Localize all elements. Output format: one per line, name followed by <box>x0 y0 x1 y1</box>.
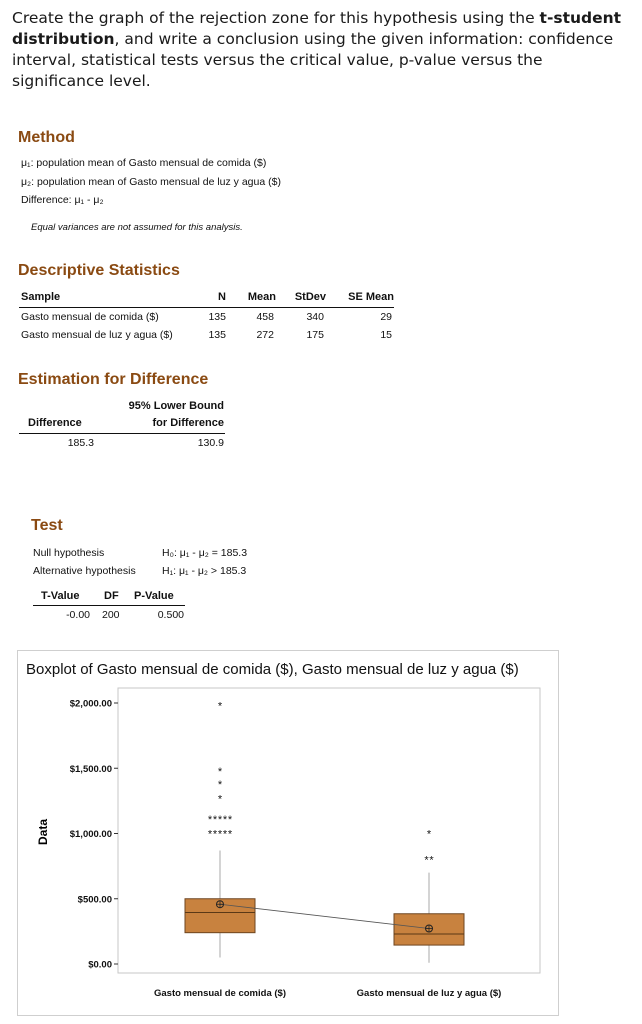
method-title: Method <box>18 129 75 146</box>
desc-row2-stdev: 175 <box>306 329 324 341</box>
desc-header-stdev: StDev <box>294 291 326 303</box>
descriptive-title: Descriptive Statistics <box>18 262 180 279</box>
desc-header-n: N <box>218 291 226 303</box>
y-tick-label: $1,000.00 <box>69 829 112 840</box>
outlier-point: * <box>429 854 434 867</box>
est-lower-bound-value: 130.9 <box>197 437 224 449</box>
test-tvalue: -0.00 <box>66 609 90 621</box>
outlier-point: * <box>222 828 228 841</box>
desc-row1-stdev: 340 <box>306 311 324 323</box>
outlier-point: * <box>212 828 218 841</box>
est-header-difference: Difference <box>28 417 82 429</box>
y-tick-label: $0.00 <box>88 959 112 971</box>
outlier-point: * <box>207 814 213 827</box>
estimation-title: Estimation for Difference <box>18 371 209 388</box>
equal-variance-note: Equal variances are not assumed for this analysis. <box>31 222 243 233</box>
outlier-point: * <box>217 765 223 778</box>
test-header-tvalue: T-Value <box>41 590 80 602</box>
desc-row2-semean: 15 <box>380 329 392 341</box>
difference-definition: Difference: μ₁ - μ₂ <box>21 194 104 206</box>
null-hypothesis-value: H₀: μ₁ - μ₂ = 185.3 <box>162 547 248 559</box>
test-pvalue: 0.500 <box>157 609 184 621</box>
desc-row2-n: 135 <box>208 329 226 341</box>
outlier-point: * <box>222 814 228 827</box>
outlier-point: * <box>227 814 233 827</box>
test-header-pvalue: P-Value <box>134 590 174 602</box>
outlier-point: * <box>217 700 223 713</box>
desc-row1-n: 135 <box>208 311 226 323</box>
desc-row1-semean: 29 <box>380 311 392 323</box>
outlier-point: * <box>207 828 213 841</box>
y-tick-label: $500.00 <box>77 894 112 906</box>
desc-row2-mean: 272 <box>256 329 274 341</box>
outlier-point: * <box>217 778 223 791</box>
question-text: Create the graph of the rejection zone for this hypothesis using the t-student distribution, and write a conclusion using the given information: confidence interval, statistical tests versus the critical value, p-value versus the significance level. <box>12 9 622 90</box>
outlier-point: * <box>217 814 223 827</box>
chart-title: Boxplot of Gasto mensual de comida ($), Gasto mensual de luz y agua ($) <box>26 661 519 678</box>
x-category-label: Gasto mensual de comida ($) <box>154 988 286 999</box>
mu2-definition: μ₂: population mean of Gasto mensual de luz y agua ($) <box>21 176 281 188</box>
plot-area <box>118 688 540 973</box>
alt-hypothesis-label: Alternative hypothesis <box>33 565 136 577</box>
est-difference-value: 185.3 <box>67 437 94 449</box>
desc-header-sample: Sample <box>21 291 61 303</box>
outlier-point: * <box>212 814 218 827</box>
desc-row1-mean: 458 <box>256 311 274 323</box>
desc-header-semean: SE Mean <box>348 291 394 303</box>
outlier-point: * <box>426 828 432 841</box>
mu1-definition: μ₁: population mean of Gasto mensual de comida ($) <box>21 157 267 169</box>
y-tick-label: $1,500.00 <box>69 763 112 775</box>
est-header-bound-line1: 95% Lower Bound <box>128 400 224 412</box>
alt-hypothesis-value: H₁: μ₁ - μ₂ > 185.3 <box>162 565 247 577</box>
desc-header-mean: Mean <box>247 291 276 303</box>
desc-row2-sample: Gasto mensual de luz y agua ($) <box>21 329 173 341</box>
y-axis-label: Data <box>36 818 50 846</box>
desc-row1-sample: Gasto mensual de comida ($) <box>21 311 159 323</box>
outlier-point: * <box>227 828 233 841</box>
test-df: 200 <box>102 609 120 621</box>
test-header-df: DF <box>104 590 119 602</box>
est-header-bound-line2: for Difference <box>152 417 224 429</box>
outlier-point: * <box>217 793 223 806</box>
outlier-point: * <box>424 854 429 867</box>
outlier-point: * <box>217 828 223 841</box>
x-category-label: Gasto mensual de luz y agua ($) <box>356 988 502 999</box>
null-hypothesis-label: Null hypothesis <box>33 547 105 559</box>
y-tick-label: $2,000.00 <box>69 698 112 710</box>
test-title: Test <box>31 517 63 534</box>
